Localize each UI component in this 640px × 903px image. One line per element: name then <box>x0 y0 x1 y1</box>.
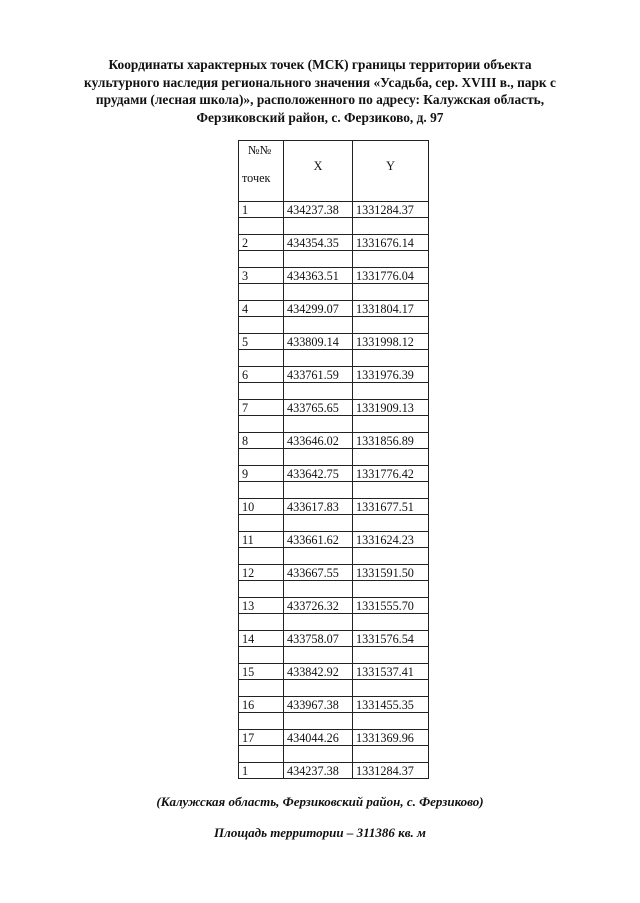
spacer-row <box>239 317 429 334</box>
area-caption: Площадь территории – 311386 кв. м <box>214 825 426 840</box>
point-number-cell: 16 <box>239 697 284 713</box>
empty-cell <box>353 647 429 664</box>
x-coordinate-cell: 433967.38 <box>284 697 353 713</box>
table-row <box>239 433 429 449</box>
empty-cell <box>284 218 353 235</box>
point-number-cell: 4 <box>239 301 284 317</box>
header-number-sign: №№ <box>248 143 272 157</box>
spacer-row <box>239 581 429 598</box>
empty-cell <box>284 746 353 763</box>
x-coordinate-cell: 434354.35 <box>284 235 353 251</box>
header-x-label: X <box>313 159 323 173</box>
empty-cell <box>353 713 429 730</box>
header-y-label: Y <box>386 159 395 173</box>
x-coordinate-cell: 433726.32 <box>284 598 353 614</box>
table-row <box>239 235 429 251</box>
point-number-cell: 1 <box>239 763 284 779</box>
point-number-cell: 14 <box>239 631 284 647</box>
spacer-row <box>239 647 429 664</box>
empty-cell <box>353 614 429 631</box>
empty-cell <box>284 416 353 433</box>
y-coordinate-cell: 1331537.41 <box>353 664 429 680</box>
y-coordinate-cell: 1331998.12 <box>353 334 429 350</box>
y-coordinate-cell: 1331909.13 <box>353 400 429 416</box>
spacer-row <box>239 614 429 631</box>
table-row <box>239 664 429 680</box>
y-coordinate-cell: 1331776.04 <box>353 268 429 284</box>
empty-cell <box>239 449 284 466</box>
y-coordinate-cell: 1331284.37 <box>353 202 429 218</box>
x-coordinate-cell: 433761.59 <box>284 367 353 383</box>
empty-cell <box>284 548 353 565</box>
point-number-cell: 17 <box>239 730 284 746</box>
coordinates-table <box>238 140 429 779</box>
empty-cell <box>353 383 429 400</box>
table-row <box>239 466 429 482</box>
title-line: Ферзиковский район, с. Ферзиково, д. 97 <box>196 109 444 125</box>
header-y <box>353 141 429 202</box>
empty-cell <box>353 746 429 763</box>
empty-cell <box>239 746 284 763</box>
empty-cell <box>239 614 284 631</box>
point-number-cell: 7 <box>239 400 284 416</box>
x-coordinate-cell: 433809.14 <box>284 334 353 350</box>
table-row <box>239 301 429 317</box>
x-coordinate-cell: 433646.02 <box>284 433 353 449</box>
document-title <box>40 56 600 126</box>
empty-cell <box>284 449 353 466</box>
y-coordinate-cell: 1331856.89 <box>353 433 429 449</box>
y-coordinate-cell: 1331776.42 <box>353 466 429 482</box>
y-coordinate-cell: 1331284.37 <box>353 763 429 779</box>
table-row <box>239 202 429 218</box>
empty-cell <box>284 647 353 664</box>
spacer-row <box>239 680 429 697</box>
empty-cell <box>353 251 429 268</box>
y-coordinate-cell: 1331369.96 <box>353 730 429 746</box>
spacer-row <box>239 713 429 730</box>
point-number-cell: 2 <box>239 235 284 251</box>
empty-cell <box>353 350 429 367</box>
empty-cell <box>239 515 284 532</box>
spacer-row <box>239 746 429 763</box>
spacer-row <box>239 383 429 400</box>
empty-cell <box>284 482 353 499</box>
region-caption: (Калужская область, Ферзиковский район, с. Ферзиково) <box>156 794 484 809</box>
empty-cell <box>353 416 429 433</box>
table-row <box>239 367 429 383</box>
x-coordinate-cell: 433642.75 <box>284 466 353 482</box>
empty-cell <box>284 251 353 268</box>
empty-cell <box>239 680 284 697</box>
empty-cell <box>239 647 284 664</box>
spacer-row <box>239 449 429 466</box>
table-row <box>239 598 429 614</box>
point-number-cell: 13 <box>239 598 284 614</box>
y-coordinate-cell: 1331676.14 <box>353 235 429 251</box>
empty-cell <box>353 449 429 466</box>
empty-cell <box>239 284 284 301</box>
y-coordinate-cell: 1331677.51 <box>353 499 429 515</box>
y-coordinate-cell: 1331591.50 <box>353 565 429 581</box>
point-number-cell: 15 <box>239 664 284 680</box>
x-coordinate-cell: 433667.55 <box>284 565 353 581</box>
y-coordinate-cell: 1331624.23 <box>353 532 429 548</box>
header-x <box>284 141 353 202</box>
y-coordinate-cell: 1331804.17 <box>353 301 429 317</box>
empty-cell <box>284 581 353 598</box>
empty-cell <box>239 581 284 598</box>
empty-cell <box>239 317 284 334</box>
point-number-cell: 11 <box>239 532 284 548</box>
spacer-row <box>239 350 429 367</box>
x-coordinate-cell: 434363.51 <box>284 268 353 284</box>
spacer-row <box>239 284 429 301</box>
spacer-row <box>239 515 429 532</box>
table-row <box>239 565 429 581</box>
empty-cell <box>239 713 284 730</box>
table-row <box>239 268 429 284</box>
spacer-row <box>239 251 429 268</box>
table-row <box>239 631 429 647</box>
empty-cell <box>239 350 284 367</box>
point-number-cell: 8 <box>239 433 284 449</box>
x-coordinate-cell: 433617.83 <box>284 499 353 515</box>
x-coordinate-cell: 434044.26 <box>284 730 353 746</box>
x-coordinate-cell: 433765.65 <box>284 400 353 416</box>
empty-cell <box>284 713 353 730</box>
empty-cell <box>353 218 429 235</box>
empty-cell <box>239 548 284 565</box>
title-line: культурного наследия регионального значения «Усадьба, сер. XVIII в., парк с <box>84 74 556 90</box>
empty-cell <box>284 614 353 631</box>
empty-cell <box>353 482 429 499</box>
header-points-label: точек <box>242 171 271 185</box>
empty-cell <box>284 350 353 367</box>
table-row <box>239 532 429 548</box>
spacer-row <box>239 482 429 499</box>
y-coordinate-cell: 1331455.35 <box>353 697 429 713</box>
table-row <box>239 763 429 779</box>
empty-cell <box>239 482 284 499</box>
empty-cell <box>353 680 429 697</box>
empty-cell <box>284 515 353 532</box>
empty-cell <box>353 548 429 565</box>
spacer-row <box>239 218 429 235</box>
point-number-cell: 12 <box>239 565 284 581</box>
x-coordinate-cell: 434237.38 <box>284 763 353 779</box>
point-number-cell: 1 <box>239 202 284 218</box>
spacer-row <box>239 416 429 433</box>
y-coordinate-cell: 1331555.70 <box>353 598 429 614</box>
table-row <box>239 697 429 713</box>
table-row <box>239 400 429 416</box>
empty-cell <box>353 515 429 532</box>
empty-cell <box>353 317 429 334</box>
point-number-cell: 5 <box>239 334 284 350</box>
title-line: прудами (лесная школа)», расположенного по адресу: Калужская область, <box>95 92 545 108</box>
header-point-number <box>239 141 284 202</box>
empty-cell <box>239 218 284 235</box>
empty-cell <box>239 416 284 433</box>
empty-cell <box>239 383 284 400</box>
empty-cell <box>239 251 284 268</box>
spacer-row <box>239 548 429 565</box>
empty-cell <box>353 284 429 301</box>
empty-cell <box>284 317 353 334</box>
x-coordinate-cell: 434299.07 <box>284 301 353 317</box>
point-number-cell: 3 <box>239 268 284 284</box>
table-row <box>239 730 429 746</box>
point-number-cell: 10 <box>239 499 284 515</box>
empty-cell <box>284 383 353 400</box>
y-coordinate-cell: 1331976.39 <box>353 367 429 383</box>
point-number-cell: 6 <box>239 367 284 383</box>
x-coordinate-cell: 433661.62 <box>284 532 353 548</box>
x-coordinate-cell: 434237.38 <box>284 202 353 218</box>
x-coordinate-cell: 433842.92 <box>284 664 353 680</box>
table-header-row <box>239 141 429 202</box>
x-coordinate-cell: 433758.07 <box>284 631 353 647</box>
point-number-cell: 9 <box>239 466 284 482</box>
table-row <box>239 334 429 350</box>
empty-cell <box>284 680 353 697</box>
table-row <box>239 499 429 515</box>
empty-cell <box>353 581 429 598</box>
empty-cell <box>284 284 353 301</box>
title-line: Координаты характерных точек (МСК) границы территории объекта <box>108 57 532 72</box>
y-coordinate-cell: 1331576.54 <box>353 631 429 647</box>
